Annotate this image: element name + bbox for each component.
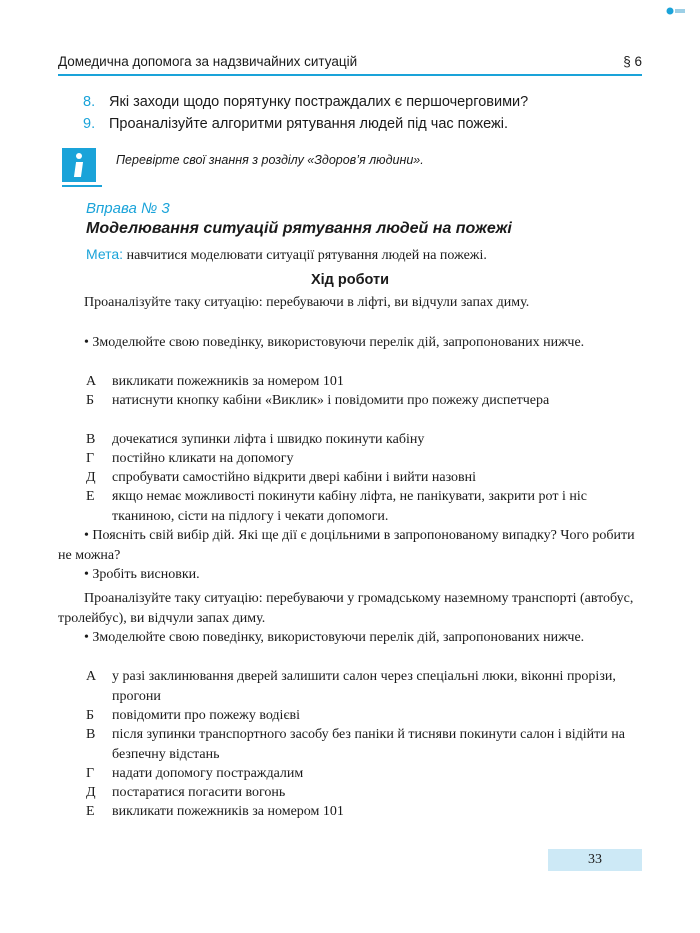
item-letter: Д [86,470,96,485]
situation-intro: Проаналізуйте таку ситуацію: перебуваючи в ліфті, ви відчули запах диму. [84,295,530,310]
goal-text: навчитися моделювати ситуації рятування людей на пожежі. [123,248,487,263]
page-number: 33 [548,849,642,871]
item-text: надати допомогу постраждалим [112,766,304,781]
running-header [58,52,642,76]
question-text: Проаналізуйте алгоритми рятування людей під час пожежі. [109,116,508,132]
item-letter: Е [86,489,95,504]
item-letter: А [86,374,97,389]
item-text: викликати пожежників за номером 101 [112,374,344,389]
list-item [86,706,642,726]
goal-label: Мета: [86,246,124,262]
item-letter: Б [86,708,95,723]
item-letter: Д [86,785,96,800]
info-icon [62,148,96,182]
list-item [86,487,642,526]
item-letter: А [86,669,97,684]
item-letter: Г [86,451,95,466]
item-letter: Г [86,766,95,781]
item-text: повідомити про пожежу водієві [112,708,300,723]
item-letter: Б [86,393,95,408]
item-text: спробувати самостійно відкрити двері кабіни і вийти назовні [112,470,477,485]
list-item [86,430,642,450]
exercise-label: Вправа № 3 [86,200,170,217]
info-underline [62,185,102,187]
item-text: постаратися погасити вогонь [112,785,286,800]
exercise-title: Моделювання ситуацій рятування людей на пожежі [86,220,512,237]
list-item [86,468,642,488]
item-text: дочекатися зупинки ліфта і швидко покинути кабіну [112,432,425,447]
question-item [83,94,528,110]
info-note: Перевірте свої знання з розділу «Здоров’я людини». [116,153,424,167]
task-instruction: • Змоделюйте свою поведінку, використовуючи перелік дій, запропонованих нижче. [84,630,585,645]
question-number: 8. [83,94,96,110]
item-letter: В [86,727,96,742]
watermark-icon [666,6,686,16]
question-text: Які заходи щодо порятунку постраждалих є першочерговими? [109,94,529,110]
procedure-title: Хід роботи [310,272,390,288]
list-item [86,667,642,706]
item-letter: В [86,432,96,447]
list-item [86,802,642,822]
list-item [86,449,642,469]
item-text: натиснути кнопку кабіни «Виклик» і повідомити про пожежу диспетчера [112,393,550,408]
item-letter: Е [86,804,95,819]
section-number: § 6 [623,54,642,69]
conclude-instruction: • Зробіть висновки. [84,567,200,582]
item-text: після зупинки транспортного засобу без паніки й тисняви покинути салон і відійти на безпечну відстань [112,727,625,762]
list-item [86,725,642,764]
task-instruction: • Змоделюйте свою поведінку, використовуючи перелік дій, запропонованих нижче. [84,335,585,350]
list-item [86,391,642,411]
exercise-goal [86,246,487,264]
item-text: викликати пожежників за номером 101 [112,804,344,819]
list-item [86,783,642,803]
question-number: 9. [83,116,96,132]
item-text: якщо немає можливості покинути кабіну ліфта, не панікувати, закрити рот і ніс тканиною, сісти на підлогу і чекати допомоги. [112,489,587,524]
list-item [86,372,642,392]
question-item [83,116,508,132]
list-item [86,764,642,784]
item-text: постійно кликати на допомогу [112,451,294,466]
situation-intro: Проаналізуйте таку ситуацію: перебуваючи у громадському наземному транспорті (автобус, тролейбус), ви відчули запах диму. [58,591,634,626]
item-text: у разі заклинювання дверей залишити салон через спеціальні люки, віконні прорізи, прогони [112,669,616,704]
header-title: Домедична допомога за надзвичайних ситуацій [58,54,358,69]
explain-instruction: • Поясніть свій вибір дій. Які ще дії є доцільними в запропонованому випадку? Чого робити не можна? [58,528,635,563]
